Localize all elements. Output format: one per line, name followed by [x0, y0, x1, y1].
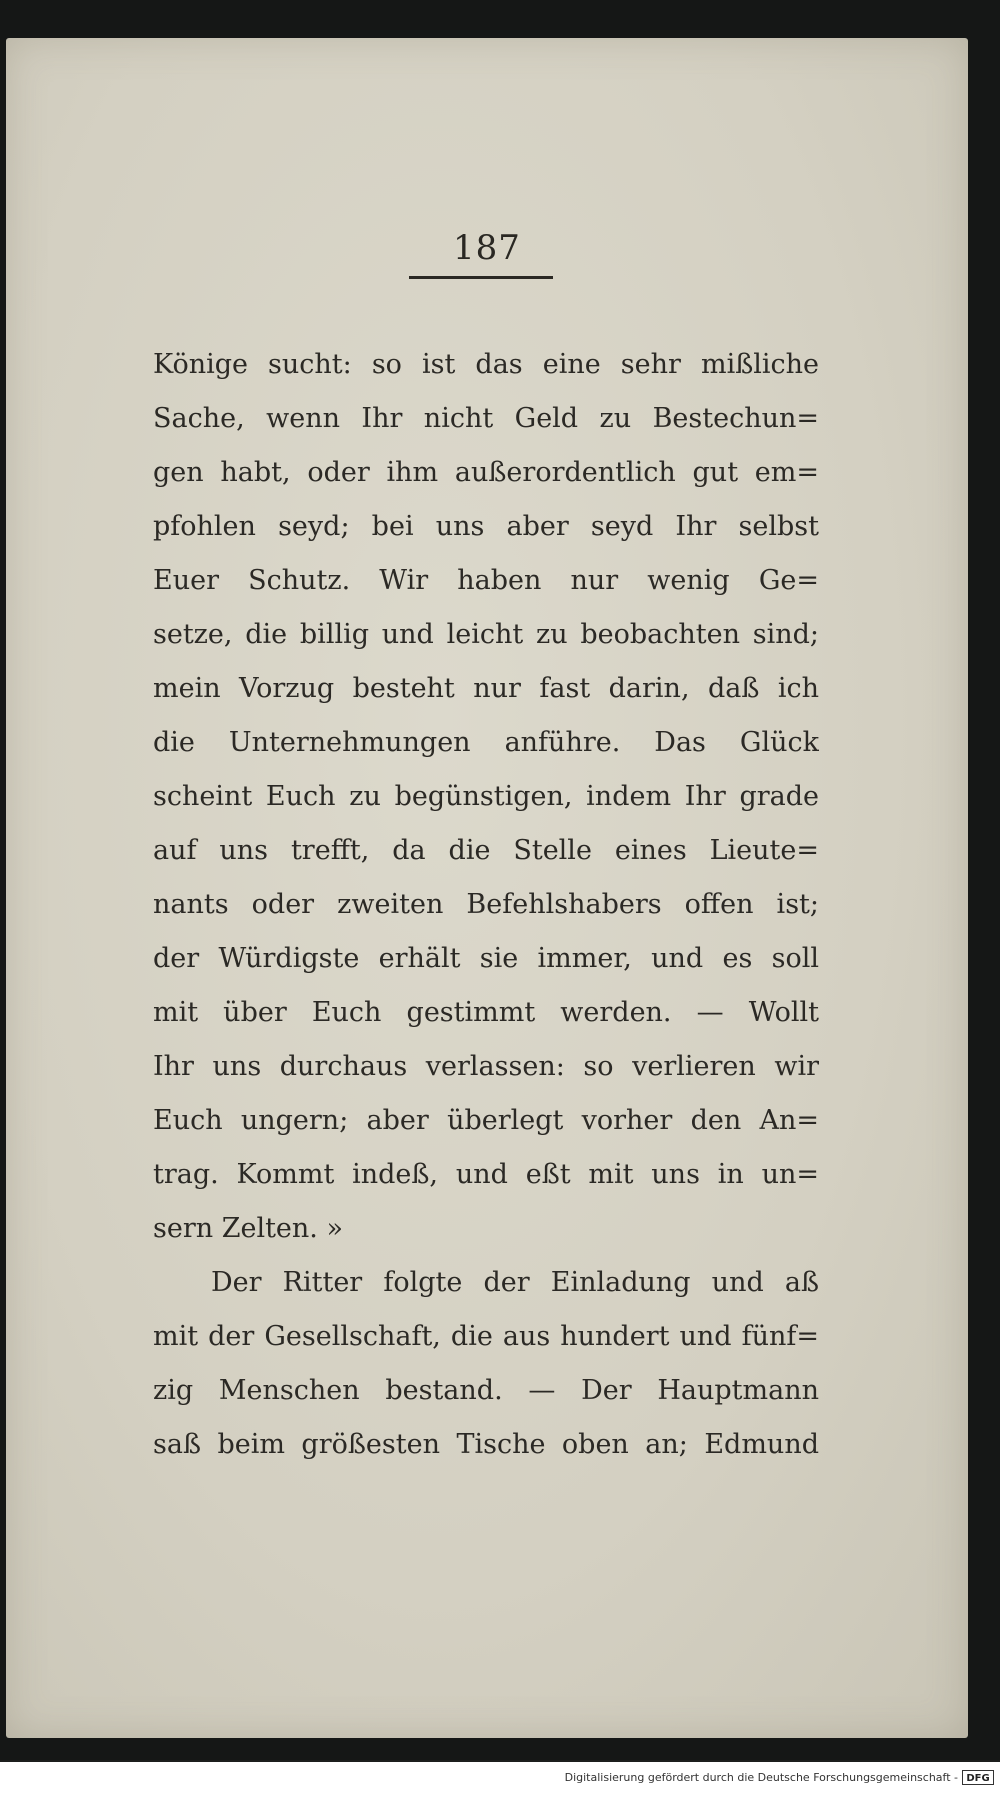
text-line: trag. Kommt indeß, und eßt mit uns in un= — [153, 1159, 819, 1190]
text-line: gen habt, oder ihm außerordentlich gut em= — [153, 457, 819, 488]
book-page — [6, 38, 968, 1738]
text-line: mit der Gesellschaft, die aus hundert und fünf= — [153, 1321, 819, 1352]
text-line: Der Ritter folgte der Einladung und aß — [211, 1267, 819, 1298]
text-line: nants oder zweiten Befehlshabers offen ist; — [153, 889, 819, 920]
text-line: Euch ungern; aber überlegt vorher den An= — [153, 1105, 819, 1136]
dfg-logo: DFG — [962, 1770, 994, 1785]
text-line: pfohlen seyd; bei uns aber seyd Ihr selbst — [153, 511, 819, 542]
text-line: zig Menschen bestand. — Der Hauptmann — [153, 1375, 819, 1406]
text-line: setze, die billig und leicht zu beobachten sind; — [153, 619, 819, 650]
text-line: saß beim größesten Tische oben an; Edmund — [153, 1429, 819, 1460]
text-line: sern Zelten. » — [153, 1213, 343, 1244]
text-line: auf uns trefft, da die Stelle eines Lieute= — [153, 835, 819, 866]
footer-bar — [0, 1762, 1000, 1797]
text-line: Euer Schutz. Wir haben nur wenig Ge= — [153, 565, 819, 596]
page-number: 187 — [453, 228, 521, 268]
page-number-rule — [409, 276, 553, 279]
text-line: die Unternehmungen anführe. Das Glück — [153, 727, 819, 758]
text-line: Könige sucht: so ist das eine sehr mißliche — [153, 349, 819, 380]
text-line: Sache, wenn Ihr nicht Geld zu Bestechun= — [153, 403, 819, 434]
text-line: der Würdigste erhält sie immer, und es soll — [153, 943, 819, 974]
body-text — [153, 338, 819, 1472]
text-line: scheint Euch zu begünstigen, indem Ihr grade — [153, 781, 819, 812]
text-line: mein Vorzug besteht nur fast darin, daß ich — [153, 673, 819, 704]
text-line: mit über Euch gestimmt werden. — Wollt — [153, 997, 819, 1028]
text-line: Ihr uns durchaus verlassen: so verlieren wir — [153, 1051, 819, 1082]
funding-credit: Digitalisierung gefördert durch die Deutsche Forschungsgemeinschaft - — [564, 1771, 958, 1784]
